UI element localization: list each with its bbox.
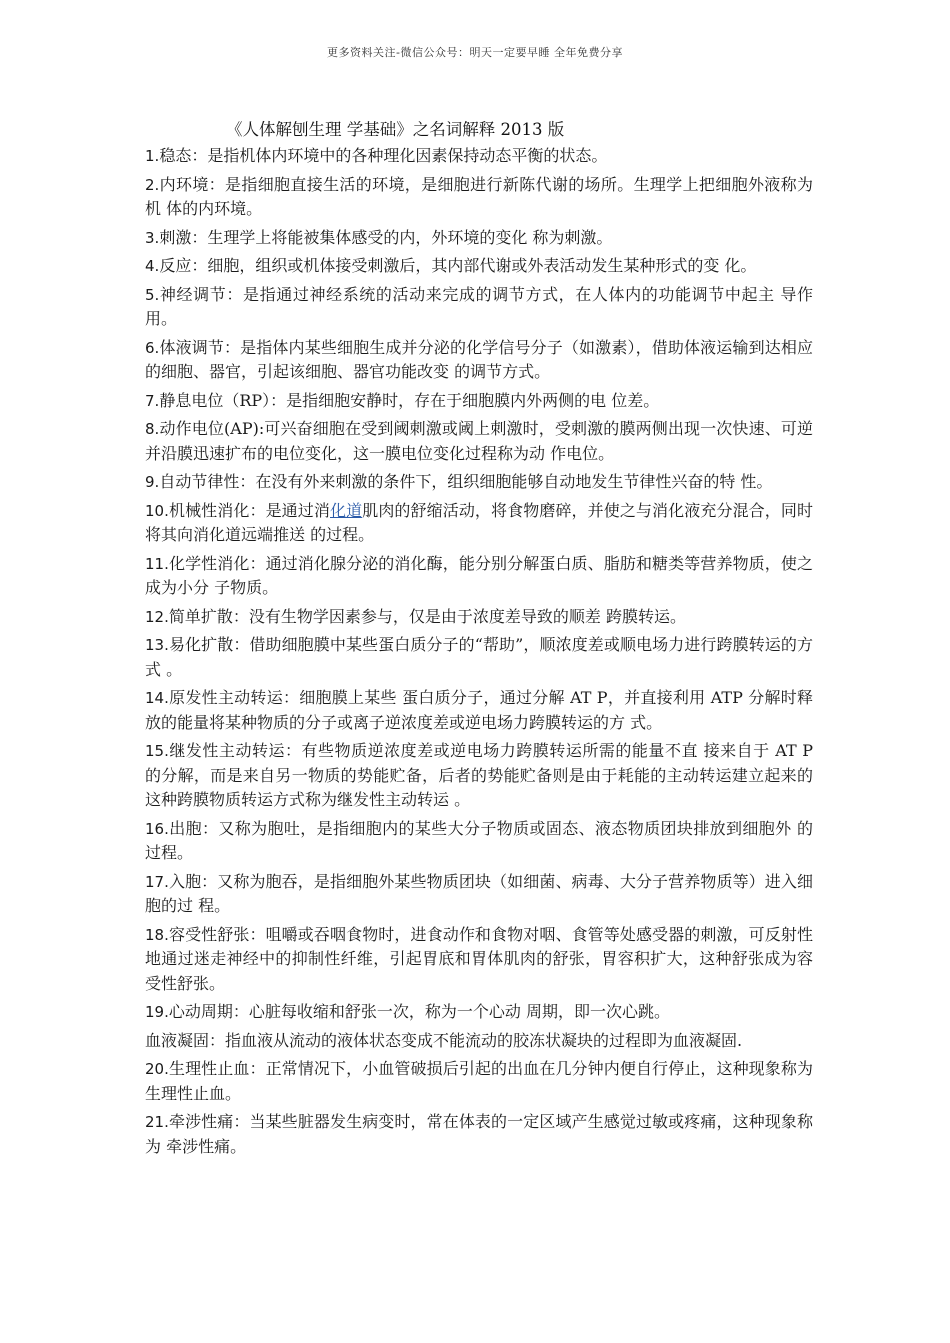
definition-entry (145, 870, 813, 919)
entry-number: 17. (145, 872, 169, 891)
entry-number: 5. (145, 285, 160, 304)
entry-text: 机械性消化：是通过消 (168, 500, 330, 520)
entry-text: 易化扩散：借助细胞膜中某些蛋白质分子的“帮助”，顺浓度差或顺电场力进行跨膜转运的方式 。 (145, 635, 813, 679)
entry-text: 神经调节：是指通过神经系统的活动来完成的调节方式，在人体内的功能调节中起主 导作用。 (145, 284, 813, 328)
entry-number: 3. (145, 228, 160, 247)
entry-text: 自动节律性：在没有外来刺激的条件下，组织细胞能够自动地发生节律性兴奋的特 性。 (159, 472, 773, 491)
entry-text: 血液凝固：指血液从流动的液体状态变成不能流动的胶冻状凝块的过程即为血液凝固. (145, 1030, 743, 1050)
definition-entry (145, 552, 813, 601)
entry-number: 1. (145, 147, 160, 165)
entry-number: 13. (145, 636, 169, 654)
definition-entry (145, 1000, 813, 1025)
document-title: 《人体解刨生理 学基础》之名词解释 2013 版 (226, 120, 565, 139)
entry-text: 心动周期：心脏每收缩和舒张一次，称为一个心动 周期，即一次心跳。 (168, 1002, 670, 1021)
entry-text: 体液调节：是指体内某些细胞生成并分泌的化学信号分子（如激素），借助体液运输到达相应的细胞、器官，引起该细胞、器官功能改变 的调节方式。 (145, 337, 813, 381)
definition-entry (145, 633, 813, 682)
definition-entry (145, 144, 813, 169)
entry-text: 化学性消化：通过消化腺分泌的消化酶，能分别分解蛋白质、脂肪和糖类等营养物质，使之成为小分 子物质。 (145, 553, 813, 597)
definition-entry (145, 389, 813, 414)
definition-entry (145, 336, 813, 385)
definition-entry (145, 470, 813, 495)
entry-number: 7. (145, 391, 160, 410)
entry-text: 动作电位(AP):可兴奋细胞在受到阈刺激或阈上刺激时，受刺激的膜两侧出现一次快速、可逆并沿膜迅速扩布的电位变化，这一膜电位变化过程称为动 作电位。 (145, 419, 813, 463)
entry-number: 20. (145, 1060, 169, 1078)
definition-entry (145, 1057, 813, 1106)
entry-text: 牵涉性痛：当某些脏器发生病变时，常在体表的一定区域产生感觉过敏或疼痛，这种现象称为 牵涉性痛。 (145, 1112, 813, 1156)
entry-text: 简单扩散：没有生物学因素参与，仅是由于浓度差导致的顺差 跨膜转运。 (168, 606, 686, 626)
entry-text: 容受性舒张：咀嚼或吞咽食物时，进食动作和食物对咽、食管等处感受器的刺激，可反射性地通过迷走神经中的抑制性纤维，引起胃底和胃体肌肉的舒张，胃容积扩大，这种舒张成为容受性舒张。 (145, 924, 813, 993)
definition-entry (145, 923, 813, 997)
entry-number: 2. (145, 175, 160, 194)
definition-entry (145, 417, 813, 466)
definition-entry (145, 226, 813, 251)
digestive-tract-link[interactable]: 化道 (330, 500, 363, 520)
entry-text: 入胞：又称为胞吞，是指细胞外某些物质团块（如细菌、病毒、大分子营养物质等）进入细胞的过 程。 (145, 871, 813, 915)
entry-number: 21. (145, 1113, 169, 1131)
entry-text: 肌肉的舒缩活动，将食物磨碎，并使之与消化液充分混合，同时将其向消化道远端推送 的过程。 (145, 500, 813, 544)
entry-number: 18. (145, 925, 169, 944)
entry-text: 静息电位（RP）：是指细胞安静时，存在于细胞膜内外两侧的电 位差。 (159, 390, 660, 410)
definition-entry (145, 817, 813, 866)
entry-text: 刺激：生理学上将能被集体感受的内，外环境的变化 称为刺激。 (159, 227, 613, 247)
entry-text: 稳态：是指机体内环境中的各种理化因素保持动态平衡的状态。 (159, 146, 608, 165)
entry-number: 10. (145, 501, 169, 520)
entry-number: 4. (145, 257, 160, 275)
entry-number: 14. (145, 689, 169, 707)
definition-entry (145, 1029, 813, 1054)
entry-number: 19. (145, 1003, 169, 1021)
definition-entry (145, 686, 813, 735)
definition-entry (145, 173, 813, 222)
entry-number: 8. (145, 420, 160, 438)
definition-entry (145, 499, 813, 548)
entry-text: 反应：细胞，组织或机体接受刺激后，其内部代谢或外表活动发生某种形式的变 化。 (159, 256, 757, 275)
entry-text: 继发性主动转运：有些物质逆浓度差或逆电场力跨膜转运所需的能量不直 接来自于 AT P 的分解，而是来自另一物质的势能贮备，后者的势能贮备则是由于耗能的主动转运建立起来的这种跨膜物质转运方式称为继发性主动转运 。 (145, 741, 813, 809)
header-note: 更多资料关注-微信公众号：明天一定要早睡 全年免费分享 (327, 46, 623, 59)
entry-text: 出胞：又称为胞吐，是指细胞内的某些大分子物质或固态、液态物质团块排放到细胞外 的过程。 (145, 818, 813, 862)
entry-number: 9. (145, 473, 160, 491)
definition-entry (145, 739, 813, 813)
definition-entry (145, 605, 813, 630)
entry-text: 原发性主动转运：细胞膜上某些 蛋白质分子，通过分解 AT P，并直接利用 ATP 分解时释放的能量将某种物质的分子或离子逆浓度差或逆电场力跨膜转运的方 式。 (145, 688, 813, 732)
entry-number: 16. (145, 819, 169, 838)
document-body (145, 144, 813, 1163)
definition-entry (145, 283, 813, 332)
entry-number: 11. (145, 554, 169, 573)
entry-number: 12. (145, 607, 169, 626)
entry-text: 生理性止血：正常情况下，小血管破损后引起的出血在几分钟内便自行停止，这种现象称为生理性止血。 (145, 1059, 813, 1103)
entry-number: 15. (145, 742, 169, 760)
definition-entry (145, 254, 813, 279)
entry-number: 6. (145, 338, 160, 357)
entry-text: 内环境：是指细胞直接生活的环境，是细胞进行新陈代谢的场所。生理学上把细胞外液称为机 体的内环境。 (145, 174, 813, 218)
definition-entry (145, 1110, 813, 1159)
